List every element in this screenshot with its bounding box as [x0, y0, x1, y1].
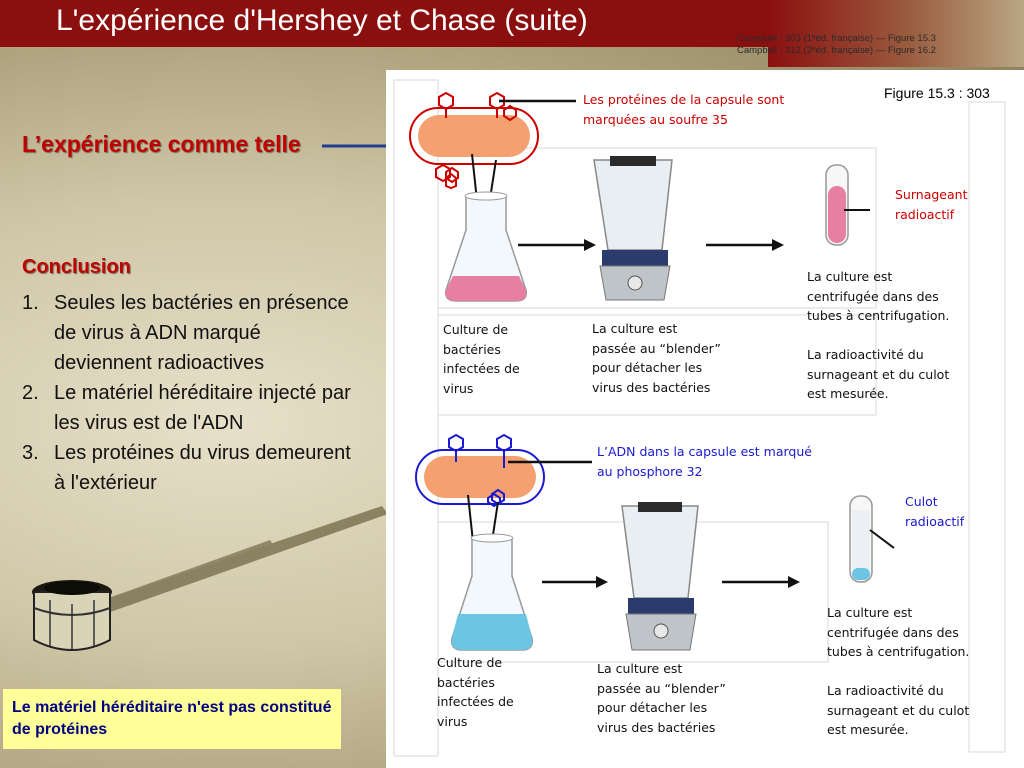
top-marker-label-line-1: Les protéines de la capsule sont — [583, 92, 785, 107]
bottom-blender-label: La culture est passée au “blender” pour détacher les virus des bactéries — [597, 661, 726, 735]
top-result-label-line-2: radioactif — [895, 207, 955, 222]
figure-label: Figure 15.3 : 303 — [884, 85, 990, 101]
top-centrifuge-tube — [826, 165, 848, 245]
bottom-marker-label-line-1: L’ADN dans la capsule est marqué — [597, 444, 812, 459]
conclusion-list — [22, 288, 362, 498]
conclusion-title: Conclusion — [22, 256, 131, 278]
top-arrow-1 — [518, 239, 596, 251]
conclusion-number: 3. — [22, 442, 39, 464]
conclusion-item — [22, 288, 362, 378]
reference-line-1: Campbell : 303 (1ᵉéd. française) — Figure 15.3 — [737, 33, 936, 44]
top-measure-label: La radioactivité du surnageant et du culot est mesurée. — [807, 347, 950, 401]
conclusion-number: 2. — [22, 382, 39, 404]
top-result-label-line-1: Surnageant — [895, 187, 968, 202]
summary-note: Le matériel héréditaire n'est pas constitué de protéines — [3, 689, 341, 749]
bottom-marker-label-line-2: au phosphore 32 — [597, 464, 703, 479]
conclusion-item — [22, 438, 362, 498]
bottom-measure-label: La radioactivité du surnageant et du culot est mesurée. — [827, 683, 970, 737]
conclusion-text: Le matériel héréditaire injecté par les virus est de l'ADN — [54, 382, 351, 434]
top-blender-label: La culture est passée au “blender” pour détacher les virus des bactéries — [592, 321, 721, 395]
top-arrow-2 — [706, 239, 784, 251]
bottom-result-line — [870, 530, 894, 548]
top-blender — [594, 156, 672, 300]
bottom-result-label-line-2: radioactif — [905, 514, 965, 529]
section-heading: L’expérience comme telle — [22, 131, 301, 157]
top-bacterium — [410, 108, 538, 164]
bottom-result-label-line-1: Culot — [905, 494, 938, 509]
conclusion-text: Seules les bactéries en présence de virus à ADN marqué deviennent radioactives — [54, 292, 349, 374]
top-flask — [446, 192, 527, 301]
conclusion-text: Les protéines du virus demeurent à l'extérieur — [54, 442, 351, 494]
conclusion-number: 1. — [22, 292, 39, 314]
top-culture-label: Culture de bactéries infectées de virus — [443, 322, 520, 396]
bottom-blender — [622, 502, 698, 650]
reference-line-2: Campbell : 312 (2ᵉéd. française) — Figure 16.2 — [737, 45, 936, 56]
bottom-culture-label: Culture de bactéries infectées de virus — [437, 655, 514, 729]
bottom-centrifuge-tube — [850, 496, 872, 582]
bottom-arrow-2 — [722, 576, 800, 588]
conclusion-item — [22, 378, 362, 438]
bottom-centrifuge-label: La culture est centrifugée dans des tubes à centrifugation. — [827, 605, 970, 659]
top-marker-label-line-2: marquées au soufre 35 — [583, 112, 728, 127]
bottom-arrow-1 — [542, 576, 608, 588]
top-centrifuge-label: La culture est centrifugée dans des tubes à centrifugation. — [807, 269, 950, 323]
inkwell-quill-decoration — [20, 500, 390, 660]
bottom-bacterium — [416, 450, 544, 504]
bottom-flask — [452, 534, 533, 650]
slide-title: L'expérience d'Hershey et Chase (suite) — [56, 4, 588, 37]
